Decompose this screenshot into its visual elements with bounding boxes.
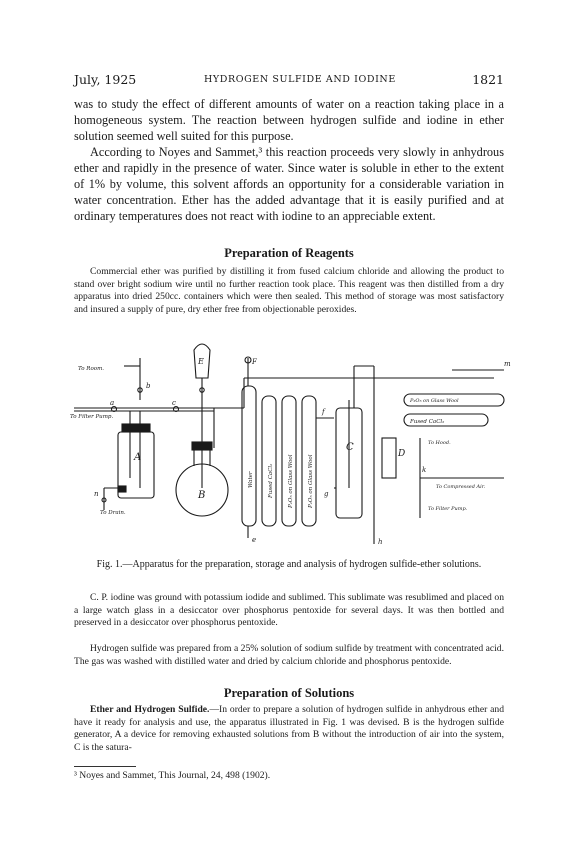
footnote-3: ³ Noyes and Sammet, This Journal, 24, 498 (1902). <box>74 770 271 781</box>
label-F: F <box>252 358 257 366</box>
label-e-lower: e <box>252 536 257 544</box>
label-C: C <box>346 442 354 453</box>
paragraph-solutions <box>74 704 504 754</box>
label-n-lower: n <box>94 490 99 498</box>
label-to-compressed-air: To Compressed Air. <box>436 484 486 490</box>
label-to-room: To Room. <box>78 366 105 372</box>
paragraph-reagents: Commercial ether was purified by distilling it from fused calcium chloride and allowing the product to stand over bright sodium wire until no further reaction took place. This reagent was then distilled from a dry apparatus into dried 250cc. containers which were then sealed. This method of storage was most satisfactory and insured a supply of pure, dry ether free from objectionable peroxides. <box>74 266 504 315</box>
label-p2o5-glass-wool-2: P₂O₅ on Glass Wool <box>308 454 314 508</box>
label-to-drain: To Drain. <box>100 510 126 516</box>
page-header <box>74 72 504 88</box>
label-p2o5-glass-wool-1: P₂O₅ on Glass Wool <box>288 454 294 508</box>
label-g-lower: g <box>324 490 329 498</box>
running-title: HYDROGEN SULFIDE AND IODINE <box>204 74 396 85</box>
label-to-filter-pump-left: To Filter Pump. <box>70 414 114 420</box>
heading-solutions: Preparation of Solutions <box>223 686 355 700</box>
paragraph-iodine: C. P. iodine was ground with potassium iodide and sublimed. This sublimate was resublimed and placed on a large watch glass in a desiccator over phosphorus pentoxide for several days. It was then bottled and preserved in a desiccator over phosphorus pentoxide. <box>74 592 504 629</box>
label-a-lower: a <box>110 399 115 407</box>
paragraph-1: was to study the effect of different amounts of water on a reaction taking place in a homogeneous system. The reaction between hydrogen sulfide and iodine in ether solution seemed well suited for this purpose. <box>74 97 504 143</box>
apparatus-figure <box>64 338 516 548</box>
label-water: Water <box>248 471 254 488</box>
label-A: A <box>134 452 142 463</box>
label-f-lower: f <box>322 408 325 416</box>
label-D: D <box>398 449 406 459</box>
page-number: 1821 <box>472 72 504 87</box>
label-k-lower: k <box>422 466 427 474</box>
label-p2o5-glass-wool-top: P₂O₅ on Glass Wool <box>410 398 459 404</box>
label-fused-cacl2-right: Fused CaCl₂ <box>410 419 445 425</box>
run-in-heading: Ether and Hydrogen Sulfide. <box>90 704 210 715</box>
label-B: B <box>198 490 206 501</box>
label-fused-cacl2-column: Fused CaCl₂ <box>268 463 274 498</box>
label-m-lower: m <box>504 360 511 368</box>
label-E: E <box>198 357 204 366</box>
label-to-filter-pump-right: To Filter Pump. <box>428 506 468 512</box>
label-h-lower: h <box>378 538 383 546</box>
paragraph-2: According to Noyes and Sammet,³ this reaction proceeds very slowly in anhydrous ether and rapidly in the presence of water. Since water is soluble in ether to the extent of 1% by volume, this solvent affords an opportunity for a considerable variation in water concentration. Ether has the added advantage that it is easily purified and at ordinary temperatures does not react with iodine to an appreciable extent. <box>74 145 504 223</box>
footnote-rule <box>74 766 136 767</box>
paragraph-solutions-text: —In order to prepare a solution of hydrogen sulfide in anhydrous ether and have it ready for analysis and use, the apparatus illustrated in Fig. 1 was devised. B is the hydrogen sulfide generator, A a device for removing exhausted solutions from B without the introduction of air into the system, C is the satura- <box>74 704 504 753</box>
paragraph-h2s: Hydrogen sulfide was prepared from a 25% solution of sodium sulfide by treatment with concentrated acid. The gas was washed with distilled water and dried by calcium chloride and phosphorus pentoxide. <box>74 643 504 667</box>
heading-reagents: Preparation of Reagents <box>224 246 354 260</box>
label-to-hood: To Hood. <box>428 440 451 446</box>
figure-caption: Fig. 1.—Apparatus for the preparation, storage and analysis of hydrogen sulfide-ether solutions. <box>96 559 482 570</box>
label-c-lower: c <box>172 399 176 407</box>
header-date: July, 1925 <box>74 72 137 87</box>
label-b-lower: b <box>146 382 151 390</box>
